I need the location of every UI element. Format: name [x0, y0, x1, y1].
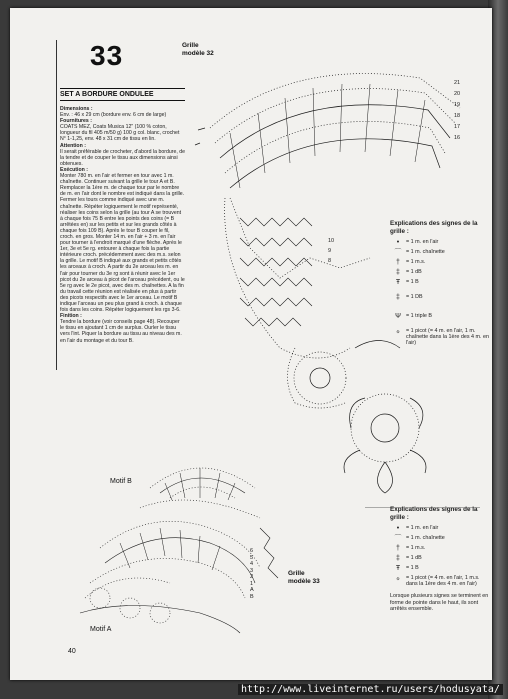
row-number: 21 [454, 80, 461, 86]
legend-text: = 1 m. chaînette [406, 249, 445, 255]
legend-row [390, 535, 490, 542]
legend-text: = 1 dB [406, 555, 422, 561]
motif-b-label: Motif B [110, 478, 132, 485]
legend-row [390, 269, 490, 276]
crochet-chart-model-33 [60, 448, 300, 638]
pattern-number: 33 [90, 40, 124, 71]
grid-33-label: Grille [288, 570, 305, 577]
row-numbers-top [454, 78, 460, 144]
row-numbers-bottom [250, 548, 254, 600]
half-double-icon: ‡ [396, 555, 400, 562]
legend-model-33 [390, 506, 490, 612]
legend-text: = 1 triple B [406, 313, 432, 319]
legend-row [390, 328, 490, 347]
magazine-page [10, 8, 492, 680]
source-url-watermark: http://www.liveinternet.ru/users/hodusyata/ [238, 684, 503, 695]
legend-row [390, 249, 490, 256]
instr-head: Fournitures : [60, 118, 92, 125]
legend-row [390, 525, 490, 532]
picot-icon: ℴ [396, 575, 400, 582]
row-number: 18 [454, 113, 461, 119]
row-number: 19 [454, 102, 461, 108]
legend-heading: Explications des signes de la grille : [390, 506, 478, 521]
legend-text: = 1 m. en l'air [406, 239, 439, 245]
instr-text: Monter 780 m. en l'air et fermer en tour avec 1 m. chaînette. Continuer suivant la grille le tour A et B. Remplacer la 1ère m. de chaque tour par le nombre de m. en l'air dont le nombre est indiqué dans la grille. Fermer les tours comme indiqué avec une m. chaînette. Répéter logiquement le motif représenté, réaliser les coins selon la grille (au tour A se trouvent à chaque fois 75 B entre les points des coins (= B arrêtées en) sur les petits et sur les grands côtés à chaque fois 109 B). Après le tour B couper le fil, croch. en gros. Monter 14 m. en l'air + 3 m. en l'air pour tourner à l'endroit marqué d'une flèche. Après le 1er, 3e et 5e rg. entourer à chaque fois la partie intérieure croch. précédemment avec des m.s. selon la grille. Le motif B indiqué aux grands et petits côtés les arceaux à croch. A partir du 2e arceau les m. en l'air pour tourner du 3e rg sont à réunir avec le 1er picot du 2e arceau à picot de l'arceau précédent, ou le 5e rg avec le 2e picot, avec des m. chaînettes. A la fin du travail cette réunion est réalisée en plus à partir des picots respectifs avec le 1er arceau. Le motif B indique l'arceau un peu plus grand à croch. à chaque fois dans les coins. Répéter logiquement les rgs 3-6. [60, 173, 185, 314]
legend-text: = 1 m.s. [406, 259, 426, 265]
legend-heading: Explications des signes de la grille : [390, 220, 478, 235]
picot-icon: ℴ [396, 328, 400, 335]
half-double-icon: ‡ [396, 269, 400, 276]
legend-text: = 1 DB [406, 294, 423, 300]
instr-text: Env. : 46 x 29 cm (bordure env. 6 cm de large) [60, 112, 167, 119]
row-number: 5 [250, 554, 254, 561]
pattern-title: SET A BORDURE ONDULEE [60, 88, 185, 101]
treble-icon: ‡ [396, 294, 400, 301]
legend-model-32 [390, 220, 490, 350]
legend-row [390, 294, 490, 301]
instr-text: COATS MEZ, Coats Musica 12" (100 % coton, longueur du fil 405 m/50 g) 100 g col. blanc, crochet N° 1-1,25, env. 48 x 31 cm de tissu en lin. [60, 124, 180, 143]
triple-treble-icon: Ψ [395, 313, 401, 320]
grid-32-model: modèle 32 [182, 50, 214, 57]
row-numbers-mid [328, 236, 334, 266]
single-crochet-icon: † [396, 545, 400, 552]
legend-text: = 1 dB [406, 269, 422, 275]
double-crochet-icon: Ŧ [395, 565, 401, 572]
row-number: B [250, 593, 254, 600]
legend-text: = 1 m. en l'air [406, 525, 439, 531]
double-crochet-icon: Ŧ [395, 279, 401, 286]
chain-stitch-icon: • [396, 525, 400, 532]
motif-a-label: Motif A [90, 626, 112, 633]
legend-row [390, 575, 490, 587]
chain-stitch-icon: • [396, 239, 400, 246]
legend-text: = 1 B [406, 565, 419, 571]
instr-head: Exécution : [60, 166, 88, 173]
row-number: 6 [250, 548, 254, 554]
legend-row [390, 313, 490, 320]
row-number: 16 [454, 135, 461, 141]
instructions-column [60, 106, 185, 344]
grid-33-model: modèle 33 [288, 578, 320, 585]
legend-note: Lorsque plusieurs signes se terminent en forme de pointe dans le haut, ils sont arrêtés ensemble. [390, 593, 489, 612]
row-number: 8 [328, 258, 332, 264]
instr-head: Dimensions : [60, 106, 93, 112]
single-crochet-icon: † [396, 259, 400, 266]
legend-text: = 1 picot (= 4 m. en l'air, 1 m.s. dans la 1ère des 4 m. en l'air) [406, 575, 480, 588]
instr-text: Il serait préférable de crocheter, d'abord la bordure, de la tendre et de couper le tissu aux dimensions ainsi obtenues. [60, 148, 185, 167]
legend-row [390, 259, 490, 266]
grid-32-label: Grille [182, 42, 199, 49]
row-number: 10 [328, 238, 335, 244]
legend-row [390, 279, 490, 286]
row-number: 1 [250, 580, 254, 587]
legend-row [390, 565, 490, 572]
row-number: 4 [250, 561, 254, 567]
page-number: 40 [68, 648, 76, 655]
row-number: 2 [250, 574, 254, 580]
grid-33-title [288, 570, 320, 586]
instr-text: Tendre la bordure (voir conseils page 48). Recouper le tissu en ajoutant 1 cm de surplus. Ourler le tissu vers l'int. Piquer la bordure au tissu au niveau des m. en l'air du montage et du tour B. [60, 319, 182, 344]
legend-row [390, 555, 490, 562]
legend-text: = 1 picot (= 4 m. en l'air, 1 m. chaînette dans la 1ère des 4 m. en l'air) [406, 328, 490, 347]
slip-stitch-icon: ⌒ [394, 249, 402, 256]
legend-text: = 1 m. chaînette [406, 535, 445, 541]
legend-text: = 1 B [406, 279, 419, 285]
row-number: 9 [328, 248, 332, 254]
row-number: 17 [454, 124, 461, 130]
legend-text: = 1 m.s. [406, 545, 426, 551]
column-rule [56, 40, 57, 370]
legend-row [390, 545, 490, 552]
legend-row [390, 239, 490, 246]
row-number: 20 [454, 91, 461, 97]
slip-stitch-icon: ⌒ [394, 535, 402, 542]
instr-head: Finition : [60, 313, 82, 320]
row-number: 3 [250, 567, 254, 574]
row-number: A [250, 587, 254, 593]
instr-head: Attention : [60, 142, 86, 149]
